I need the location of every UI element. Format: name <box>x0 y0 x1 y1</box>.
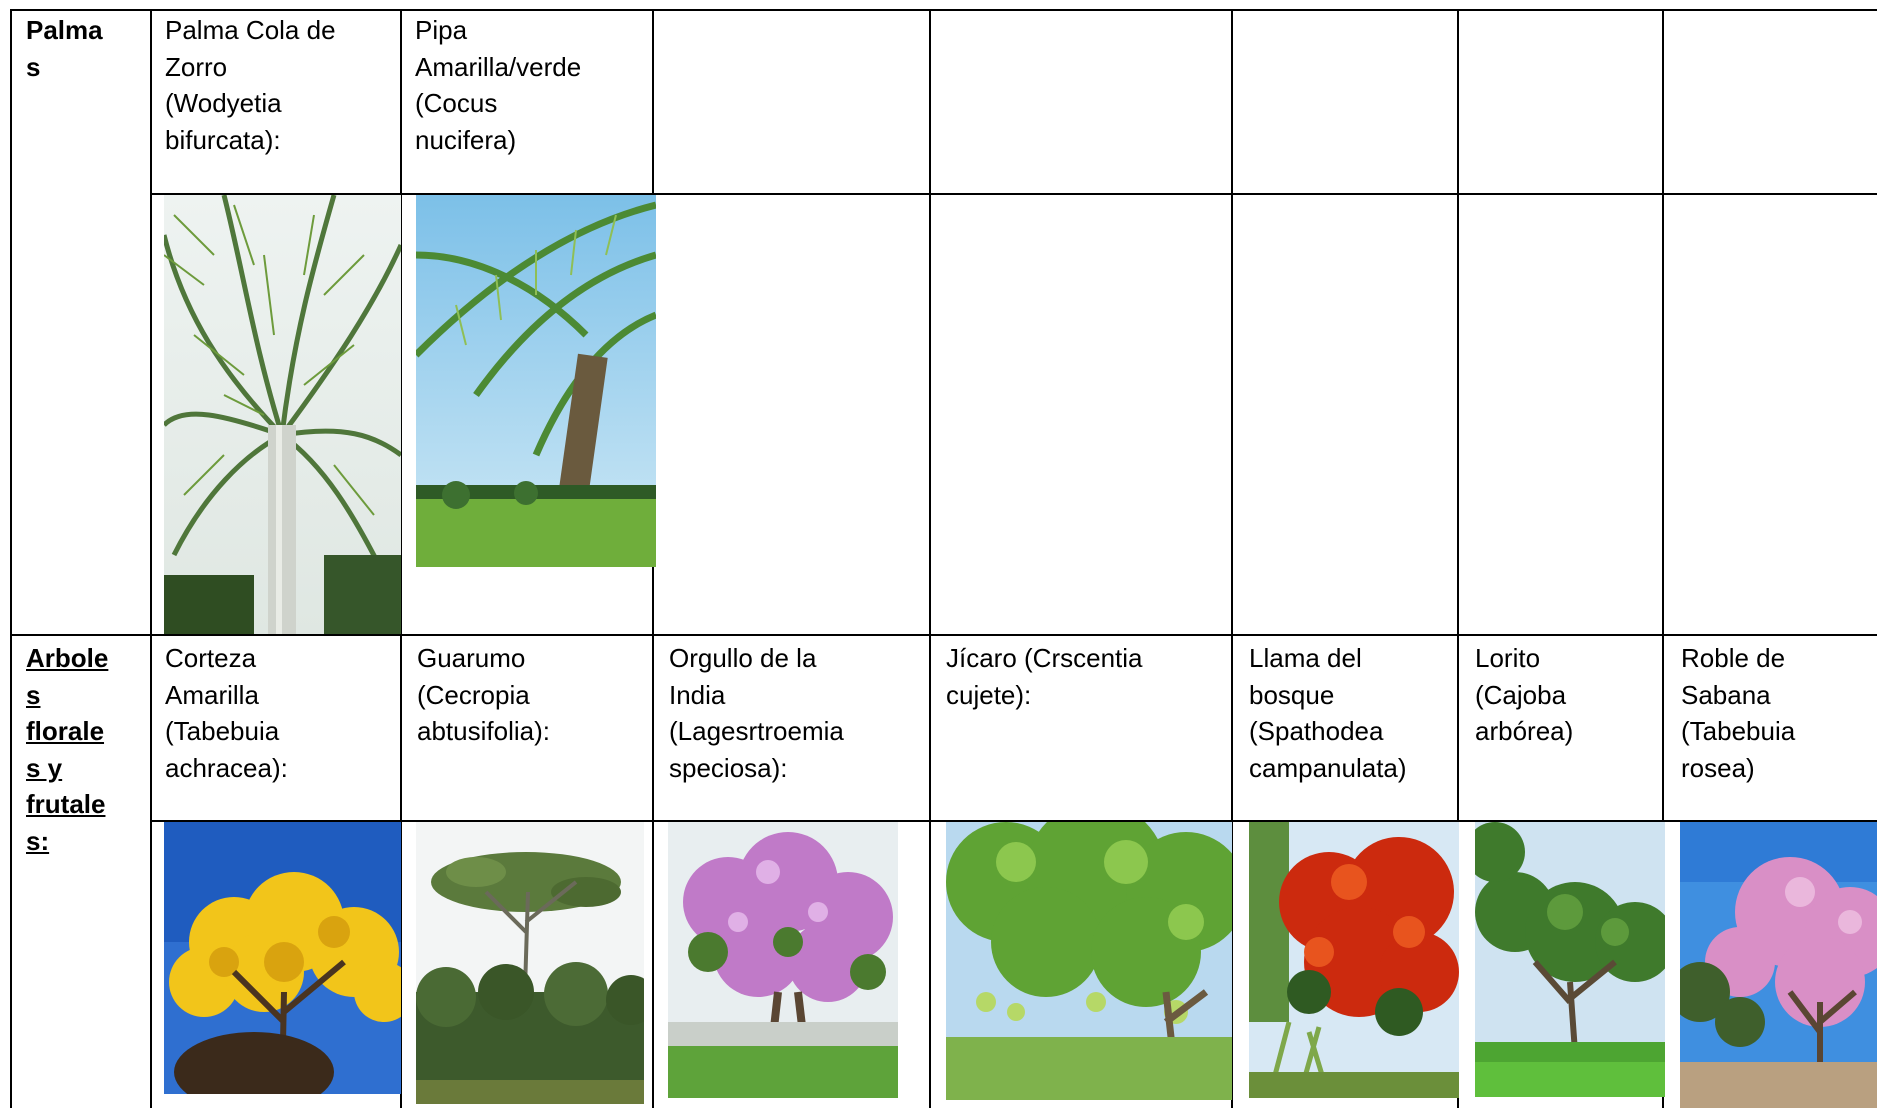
pink-tabebuia-photo <box>1680 822 1877 1108</box>
crape-myrtle-photo <box>668 822 898 1098</box>
yellow-tabebuia-photo <box>164 822 401 1094</box>
category-arboles-florales-frutales: Arbole s florale s y frutale s: <box>26 643 109 856</box>
plant-name-orgullo-de-la-india: Orgullo de la India (Lagesrtroemia speciosa): <box>669 643 844 783</box>
plant-name-guarumo: Guarumo (Cecropia abtusifolia): <box>417 643 550 746</box>
category-palmas: Palma s <box>26 15 103 82</box>
coconut-palm-photo <box>416 195 656 567</box>
calabash-tree-photo <box>946 822 1232 1100</box>
flame-tree-photo <box>1249 822 1459 1098</box>
plant-name-corteza-amarilla: Corteza Amarilla (Tabebuia achracea): <box>165 643 288 783</box>
plant-name-palma-cola-de-zorro: Palma Cola de Zorro (Wodyetia bifurcata): <box>165 15 336 155</box>
plant-name-llama-del-bosque: Llama del bosque (Spathodea campanulata) <box>1249 643 1407 783</box>
lorito-tree-photo <box>1475 822 1665 1097</box>
foxtail-palm-photo <box>164 195 401 634</box>
plant-name-roble-de-sabana: Roble de Sabana (Tabebuia rosea) <box>1681 643 1796 783</box>
plant-name-pipa-amarilla-verde: Pipa Amarilla/verde (Cocus nucifera) <box>415 15 582 155</box>
plant-name-lorito: Lorito (Cajoba arbórea) <box>1475 643 1574 746</box>
guarumo-tree-photo <box>416 822 644 1104</box>
plant-name-jicaro: Jícaro (Crscentia cujete): <box>946 643 1143 710</box>
